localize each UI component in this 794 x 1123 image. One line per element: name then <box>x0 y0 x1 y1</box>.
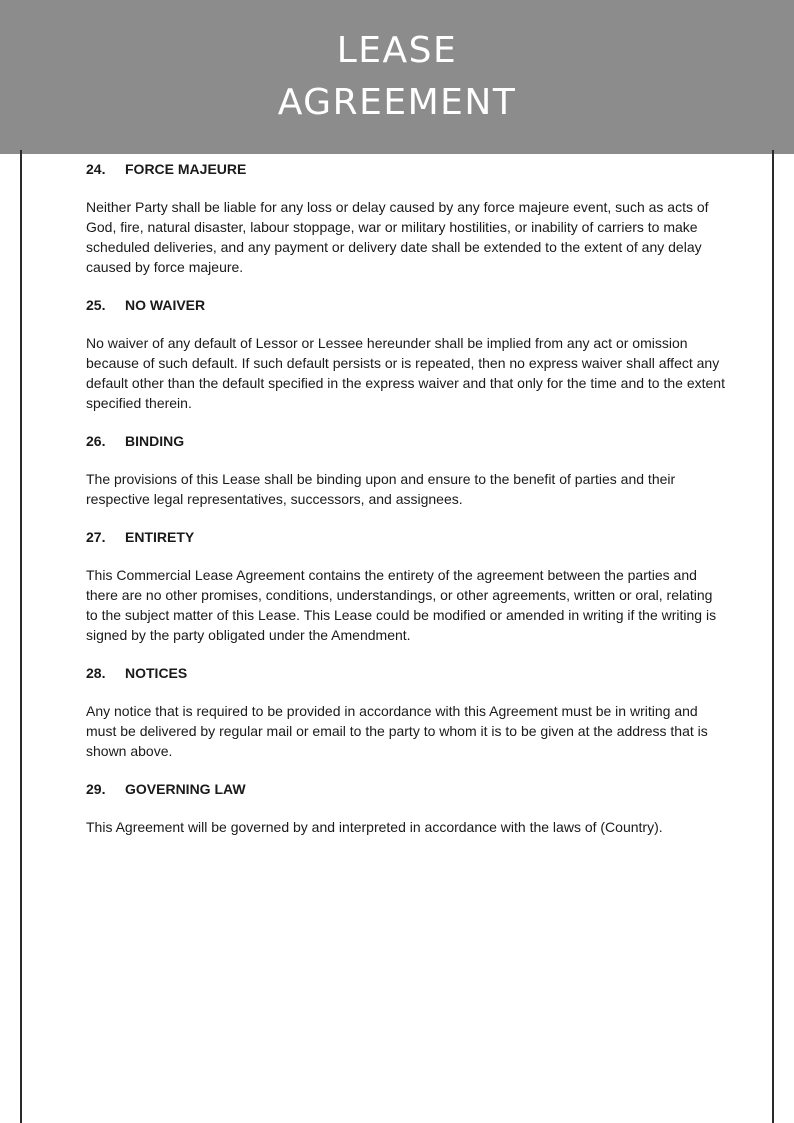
section-body: Any notice that is required to be provided in accordance with this Agreement must be in writing and must be delivered by regular mail or email to the party to whom it is to be given at the address that is shown above. <box>86 703 708 759</box>
banner-title-line-1: LEASE <box>336 30 458 71</box>
section-number: 25. <box>86 297 106 313</box>
page-border-right <box>772 150 774 1123</box>
section-title: BINDING <box>125 433 185 449</box>
section-heading <box>86 527 726 547</box>
title-banner <box>0 0 794 154</box>
section-number: 29. <box>86 781 106 797</box>
section-governing-law <box>86 779 726 837</box>
section-number: 26. <box>86 433 106 449</box>
section-heading <box>86 159 726 179</box>
section-heading <box>86 779 726 799</box>
section-title: FORCE MAJEURE <box>125 161 247 177</box>
section-notices <box>86 663 726 761</box>
section-force-majeure <box>86 159 726 277</box>
page-border-left <box>20 150 22 1123</box>
section-title: NO WAIVER <box>125 297 206 313</box>
section-number: 27. <box>86 529 106 545</box>
section-body: This Commercial Lease Agreement contains the entirety of the agreement between the parties and there are no other promises, conditions, understandings, or other agreements, written or oral, relating to the subject matter of this Lease. This Lease could be modified or amended in writing if the writing is signed by the party obligated under the Amendment. <box>86 567 717 643</box>
section-body: The provisions of this Lease shall be binding upon and ensure to the benefit of parties and their respective legal representatives, successors, and assignees. <box>86 471 676 507</box>
banner-title-line-2: AGREEMENT <box>277 82 517 123</box>
section-number: 24. <box>86 161 106 177</box>
section-body: This Agreement will be governed by and interpreted in accordance with the laws of (Country). <box>86 819 663 835</box>
section-body: Neither Party shall be liable for any loss or delay caused by any force majeure event, such as acts of God, fire, natural disaster, labour stoppage, war or military hostilities, or inability of carriers to make scheduled deliveries, and any payment or delivery date shall be extended to the extent of any delay caused by force majeure. <box>86 199 709 275</box>
section-title: NOTICES <box>125 665 188 681</box>
section-number: 28. <box>86 665 106 681</box>
section-no-waiver <box>86 295 726 413</box>
section-title: ENTIRETY <box>125 529 195 545</box>
section-binding <box>86 431 726 509</box>
section-heading <box>86 431 726 451</box>
document-body <box>86 155 726 855</box>
section-body: No waiver of any default of Lessor or Lessee hereunder shall be implied from any act or omission because of such default. If such default persists or is repeated, then no express waiver shall affect any default other than the default specified in the express waiver and that only for the time and to the extent specified therein. <box>86 335 725 411</box>
section-heading <box>86 295 726 315</box>
section-heading <box>86 663 726 683</box>
section-title: GOVERNING LAW <box>125 781 246 797</box>
section-entirety <box>86 527 726 645</box>
